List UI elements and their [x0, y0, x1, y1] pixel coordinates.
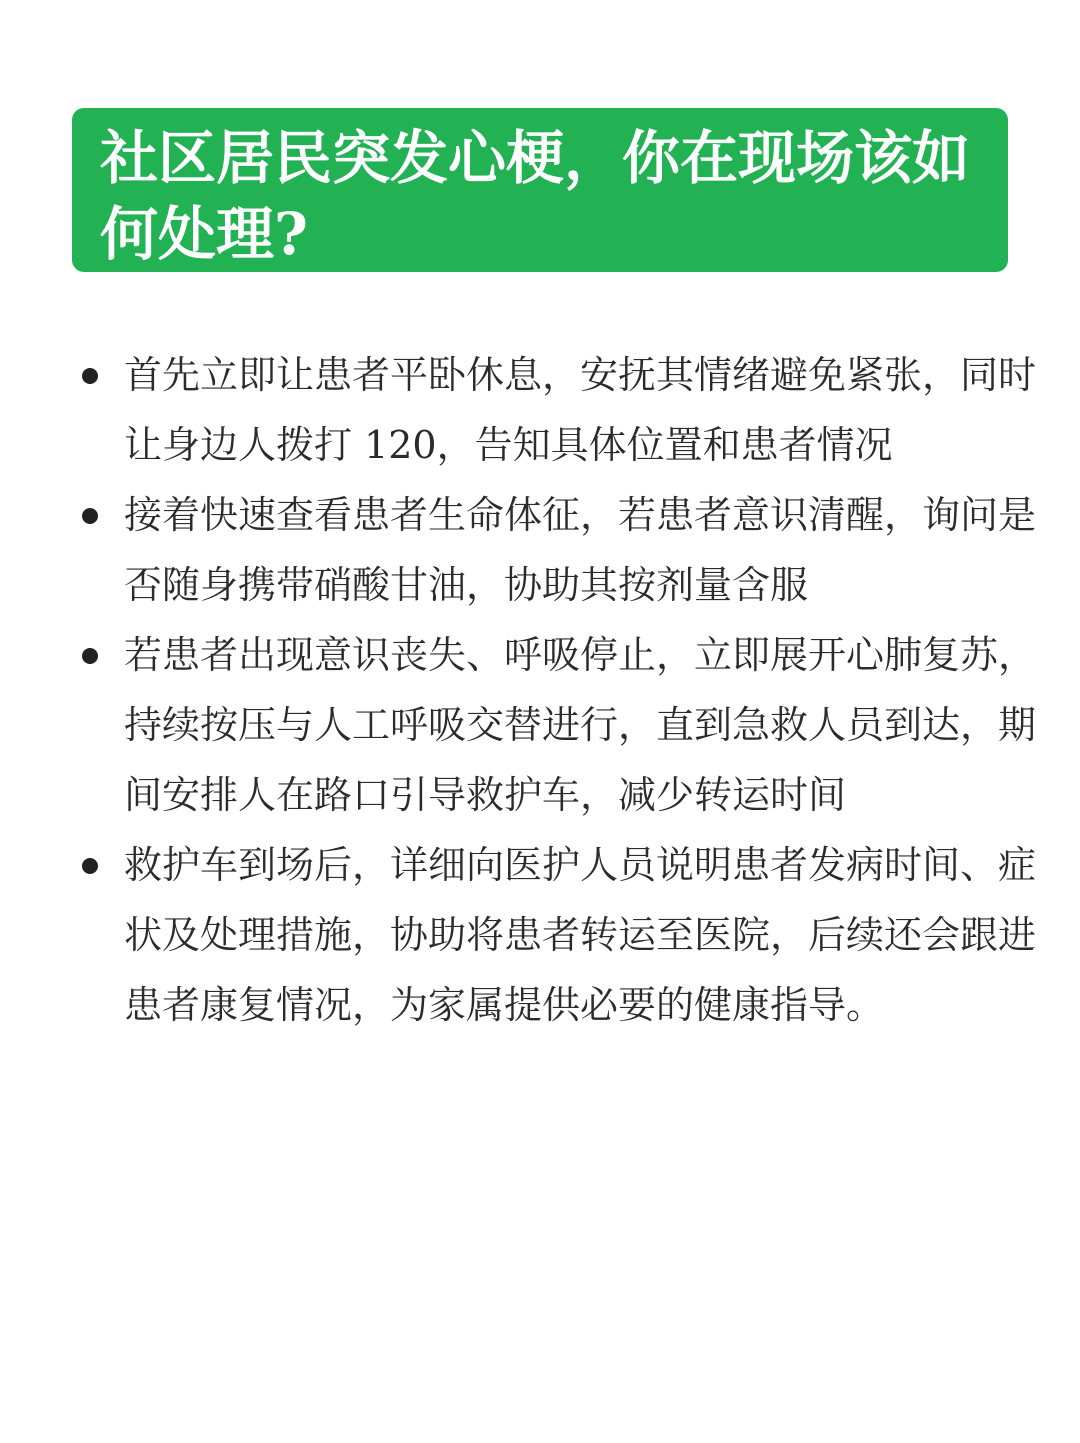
bullet-icon: [82, 368, 98, 384]
list-item: [72, 480, 1040, 620]
list-item-text: 接着快速查看患者生命体征，若患者意识清醒，询问是否随身携带硝酸甘油，协助其按剂量含服: [124, 493, 1037, 607]
title-banner: [72, 108, 1008, 272]
list-item: [72, 830, 1040, 1040]
list-item-text: 若患者出现意识丧失、呼吸停止，立即展开心肺复苏，持续按压与人工呼吸交替进行，直到急救人员到达，期间安排人在路口引导救护车，减少转运时间: [124, 633, 1037, 817]
bullet-icon: [82, 648, 98, 664]
page-title: 社区居民突发心梗，你在现场该如何处理?: [100, 124, 971, 268]
list-item: [72, 340, 1040, 480]
bullet-icon: [82, 858, 98, 874]
bullet-icon: [82, 508, 98, 524]
list-item-text: 救护车到场后，详细向医护人员说明患者发病时间、症状及处理措施，协助将患者转运至医院，后续还会跟进患者康复情况，为家属提供必要的健康指导。: [124, 843, 1037, 1027]
list-item-text: 首先立即让患者平卧休息，安抚其情绪避免紧张，同时让身边人拨打 120，告知具体位置和患者情况: [124, 353, 1037, 467]
bullet-list: [72, 340, 1040, 1040]
list-item: [72, 620, 1040, 830]
